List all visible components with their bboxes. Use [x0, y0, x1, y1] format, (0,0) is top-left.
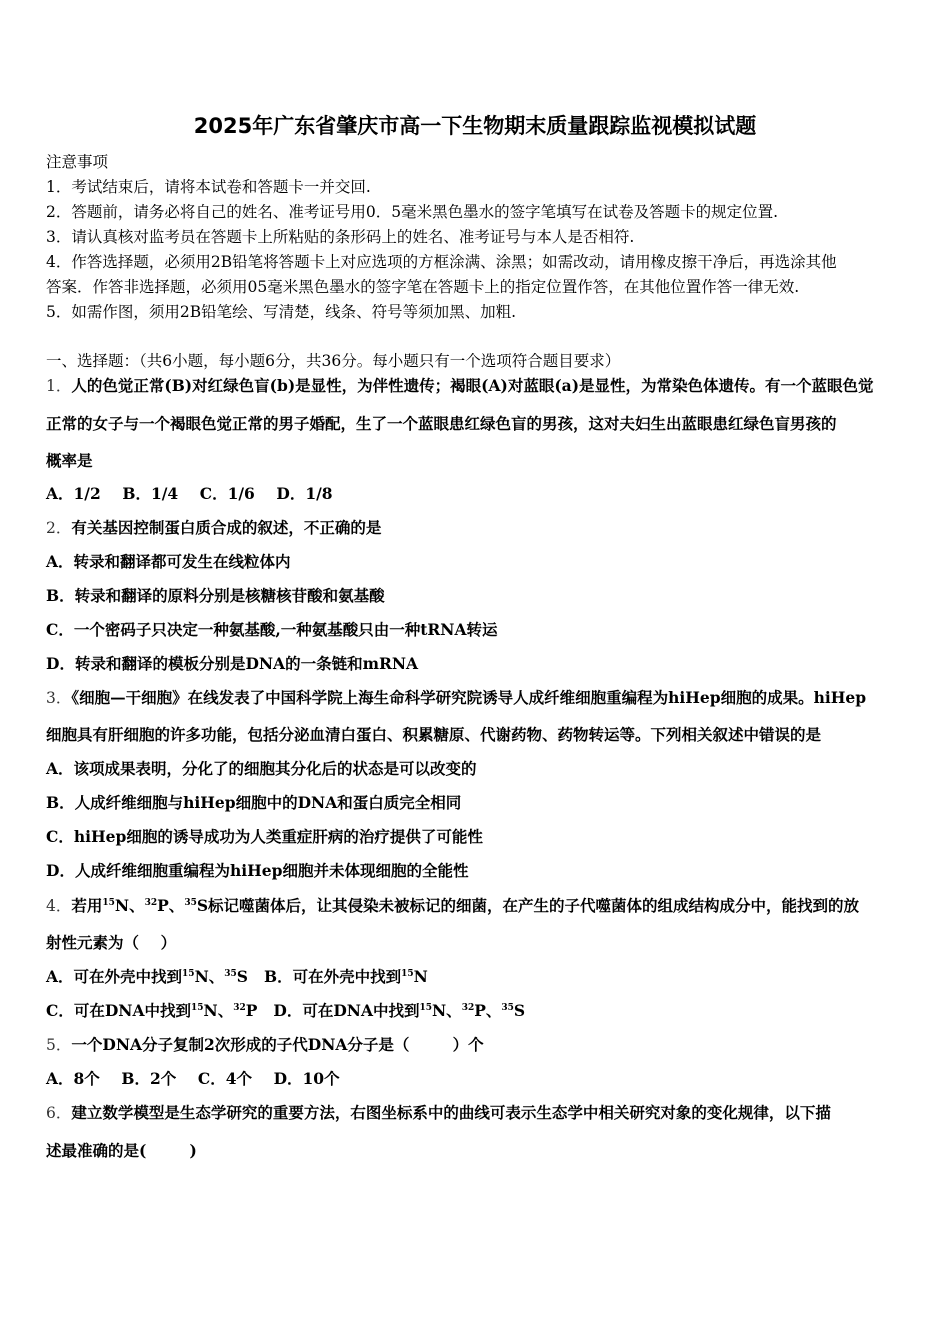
question-1-line: 正常的女子与一个褐眼色觉正常的男子婚配，生了一个蓝眼患红绿色盲的男孩，这对夫妇生出蓝眼患红绿色盲男孩的: [46, 414, 837, 433]
question-number: 2．: [46, 519, 72, 537]
notice-item: 2．答题前，请务必将自己的姓名、准考证号用0．5毫米黑色墨水的签字笔填写在试卷及答题卡的规定位置.: [46, 203, 779, 221]
question-1-options: A．1/2 B．1/4 C．1/6 D．1/8: [46, 484, 333, 503]
question-4-line: 射性元素为（ ）: [46, 933, 177, 952]
isotope-15: 15: [401, 969, 414, 979]
question-5-line: [46, 1035, 484, 1055]
question-2-option-d: D．转录和翻译的模板分别是DNA的一条链和mRNA: [46, 654, 419, 673]
separator: 、: [485, 1001, 502, 1020]
isotope-32: 32: [144, 898, 158, 908]
question-3-line: 细胞具有肝细胞的许多功能，包括分泌血清白蛋白、积累糖原、代谢药物、药物转运等。下列相关叙述中错误的是: [46, 725, 822, 744]
question-1-line: 概率是: [46, 451, 93, 470]
question-3-option-c: C．hiHep细胞的诱导成功为人类重症肝病的治疗提供了可能性: [46, 827, 483, 846]
question-3-stem: 《细胞—干细胞》在线发表了中国科学院上海生命科学研究院诱导人成纤维细胞重编程为hiHep细胞的成果。hiHep: [71, 688, 867, 707]
question-3-option-a: A．该项成果表明，分化了的细胞其分化后的状态是可以改变的: [46, 759, 477, 778]
separator: 、: [129, 896, 145, 915]
question-2-line: [46, 518, 381, 538]
isotope-15: 15: [190, 1003, 204, 1013]
separator: 、: [446, 1001, 462, 1020]
question-number: 3．: [46, 689, 72, 707]
element-p: P: [157, 896, 169, 915]
question-5-options: A．8个 B．2个 C．4个 D．10个: [46, 1069, 340, 1088]
question-6-stem: 建立数学模型是生态学研究的重要方法，右图坐标系中的曲线可表示生态学中相关研究对象的变化规律，以下描: [71, 1103, 831, 1122]
question-2-stem: 有关基因控制蛋白质合成的叙述，不正确的是: [71, 518, 382, 537]
notice-item: 4．作答选择题，必须用2B铅笔将答题卡上对应选项的方框涂满、涂黑；如需改动，请用橡皮擦干净后，再选涂其他: [46, 253, 837, 271]
question-number: 1．: [46, 377, 72, 395]
isotope-15: 15: [102, 898, 115, 908]
question-6-line: 述最准确的是( ): [46, 1141, 197, 1160]
question-number: 6．: [46, 1104, 72, 1122]
option-c-text: C．可在DNA中找到: [46, 1001, 191, 1020]
element-s: S: [236, 967, 248, 986]
question-2-option-c: C．一个密码子只决定一种氨基酸,一种氨基酸只由一种tRNA转运: [46, 620, 498, 639]
option-a-text: A．可在外壳中找到: [46, 967, 183, 986]
element-n: N: [413, 967, 428, 986]
question-number: 4．: [46, 897, 72, 915]
element-n: N: [194, 967, 209, 986]
section-heading: 一、选择题：（共6小题，每小题6分，共36分。每小题只有一个选项符合题目要求）: [46, 352, 621, 370]
element-p: P: [245, 1001, 258, 1020]
element-s: S: [513, 1001, 526, 1020]
notice-item: 1．考试结束后，请将本试卷和答题卡一并交回.: [46, 178, 371, 196]
question-4-options-ab: [46, 967, 428, 987]
question-1-stem: 人的色觉正常(B)对红绿色盲(b)是显性，为伴性遗传；褐眼(A)对蓝眼(a)是显性，为常染色体遗传。有一个蓝眼色觉: [71, 376, 874, 395]
notice-item: 3．请认真核对监考员在答题卡上所粘贴的条形码上的姓名、准考证号与本人是否相符.: [46, 228, 635, 246]
isotope-35: 35: [184, 898, 197, 908]
question-4-stem-a: 若用: [71, 896, 103, 915]
element-s: S: [196, 896, 209, 915]
question-5-stem: 一个DNA分子复制2次形成的子代DNA分子是（ ）个: [71, 1035, 484, 1054]
isotope-15: 15: [182, 969, 195, 979]
question-2-option-b: B．转录和翻译的原料分别是核糖核苷酸和氨基酸: [46, 586, 385, 605]
option-d-text: D．可在DNA中找到: [273, 1001, 420, 1020]
option-b-text: B．可在外壳中找到: [263, 967, 402, 986]
isotope-32: 32: [461, 1003, 475, 1013]
question-3-line: [46, 688, 866, 708]
isotope-32: 32: [233, 1003, 246, 1013]
question-3-option-d: D．人成纤维细胞重编程为hiHep细胞并未体现细胞的全能性: [46, 861, 469, 880]
separator: 、: [217, 1001, 234, 1020]
question-1-line: [46, 376, 874, 396]
question-number: 5．: [46, 1036, 72, 1054]
notice-heading: 注意事项: [46, 153, 109, 171]
question-4-options-cd: [46, 1001, 525, 1021]
question-4-line: [46, 896, 859, 916]
notice-item: 5．如需作图，须用2B铅笔绘、写清楚，线条、符号等须加黑、加粗.: [46, 303, 517, 321]
isotope-35: 35: [501, 1003, 514, 1013]
element-n: N: [114, 896, 130, 915]
question-2-option-a: A．转录和翻译都可发生在线粒体内: [46, 552, 291, 571]
separator: 、: [168, 896, 185, 915]
isotope-35: 35: [224, 969, 237, 979]
question-3-option-b: B．人成纤维细胞与hiHep细胞中的DNA和蛋白质完全相同: [46, 793, 462, 812]
question-6-line: [46, 1103, 831, 1123]
isotope-15: 15: [419, 1003, 432, 1013]
page-title: 2025年广东省肇庆市高一下生物期末质量跟踪监视模拟试题: [193, 114, 757, 138]
element-n: N: [432, 1001, 447, 1020]
element-n: N: [203, 1001, 218, 1020]
separator: 、: [208, 967, 225, 986]
notice-item: 答案．作答非选择题，必须用05毫米黑色墨水的签字笔在答题卡上的指定位置作答，在其他位置作答一律无效.: [46, 278, 800, 296]
element-p: P: [474, 1001, 486, 1020]
question-4-stem-b: 标记噬菌体后，让其侵染未被标记的细菌，在产生的子代噬菌体的组成结构成分中，能找到的放: [208, 896, 860, 915]
